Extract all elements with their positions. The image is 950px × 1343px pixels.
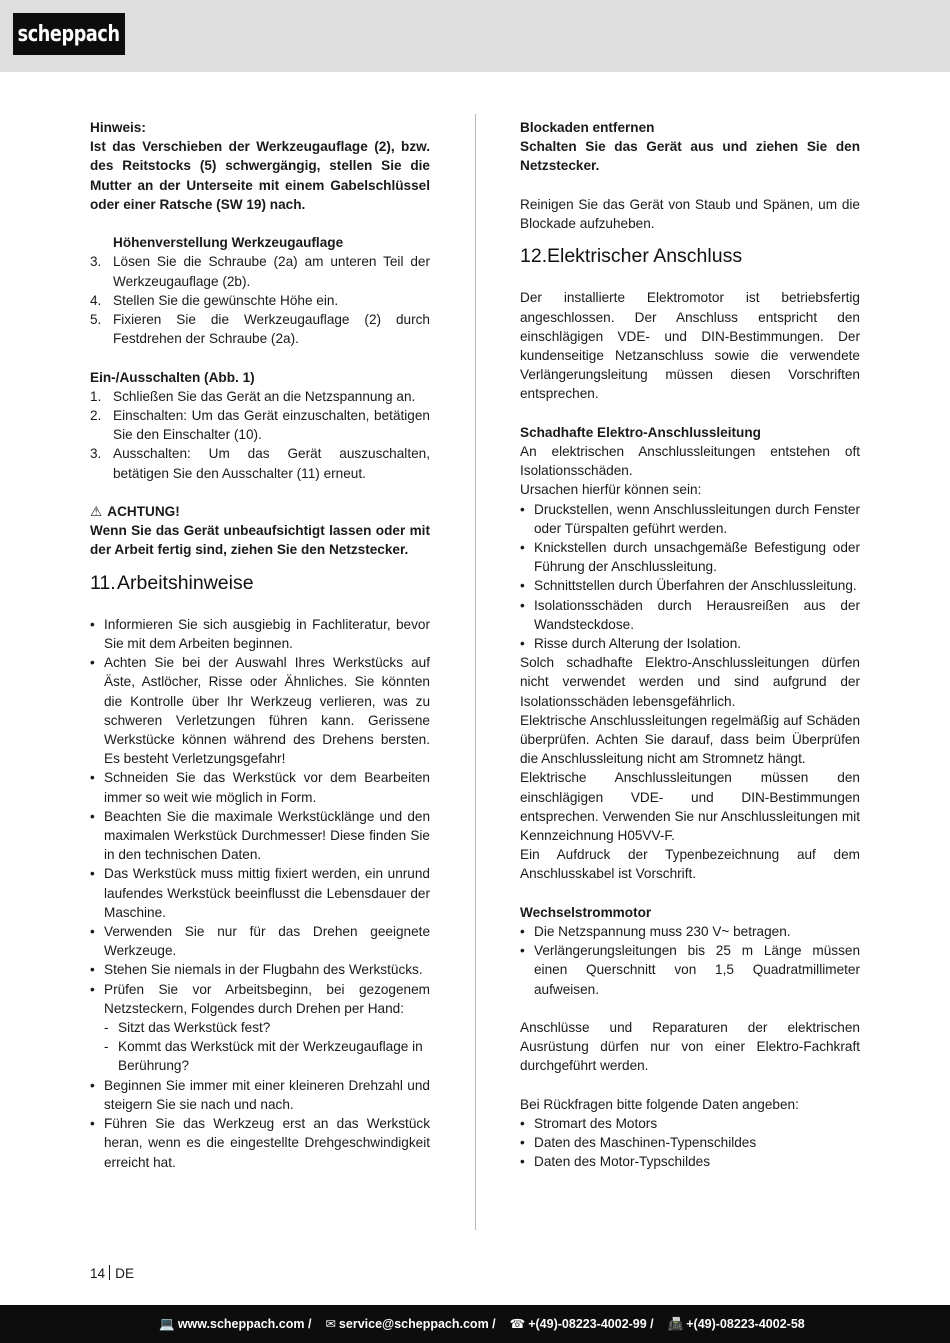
- list-item: • Schnittstellen durch Überfahren der Anschlussleitung.: [520, 578, 857, 594]
- page-number: 14 DE: [90, 1266, 135, 1281]
- sub-list-item: - Kommt das Werkstück mit der Werkzeugauflage in Berührung?: [104, 1039, 423, 1074]
- list-item: • Stehen Sie niemals in der Flugbahn des Werkstücks.: [90, 962, 423, 978]
- list-item: • Führen Sie das Werkzeug erst an das Werkstück heran, wenn es die eingestellte Drehgeschwindigkeit erreicht hat.: [90, 1116, 430, 1170]
- header-bar: [0, 0, 950, 72]
- list-item: • Achten Sie bei der Auswahl Ihres Werkstücks auf Äste, Astlöcher, Risse oder Ähnliches. Sie könnten die Kontrolle über Ihr Werkzeug verlieren, was zu schweren Verletzungen führen kann. Gerissene Werkstücke können während des Drehens bersten. Es besteht Verletzungsgefahr!: [90, 655, 430, 767]
- warning-heading: ⚠ ACHTUNG!: [90, 502, 430, 521]
- phone-link[interactable]: ☎ +(49)-08223-4002-99 /: [509, 1317, 654, 1331]
- list-item: 5. Fixieren Sie die Werkzeugauflage (2) durch Festdrehen der Schraube (2a).: [90, 312, 430, 347]
- list-item: • Verwenden Sie nur für das Drehen geeignete Werkzeuge.: [90, 924, 430, 959]
- list-item: • Prüfen Sie vor Arbeitsbeginn, bei gezogenem Netzsteckern, Folgendes durch Drehen per Hand:: [90, 981, 430, 1016]
- phone-icon: ☎: [509, 1317, 526, 1331]
- blockade-instruction: Schalten Sie das Gerät aus und ziehen Sie den Netzstecker.: [520, 139, 860, 174]
- warning-icon: ⚠: [90, 504, 103, 520]
- list-item: • Druckstellen, wenn Anschlussleitungen durch Fenster oder Türspalten geführt werden.: [520, 501, 860, 536]
- brand-logo[interactable]: scheppach: [13, 13, 125, 55]
- list-item: • Schneiden Sie das Werkstück vor dem Bearbeiten immer so weit wie möglich in Form.: [90, 770, 430, 805]
- computer-icon: 💻: [159, 1317, 175, 1331]
- section-11-heading: 11.Arbeitshinweise: [90, 571, 254, 594]
- list-item: 3. Ausschalten: Um das Gerät auszuschalten, betätigen Sie den Ausschalter (11) erneut.: [90, 446, 430, 481]
- list-item: 4. Stellen Sie die gewünschte Höhe ein.: [90, 292, 339, 308]
- blockade-title: Blockaden entfernen: [520, 120, 655, 135]
- list-item: • Daten des Maschinen-Typenschildes: [520, 1135, 757, 1151]
- note-text: Ist das Verschieben der Werkzeugauflage (2), bzw. des Reitstocks (5) schwergängig, stellen Sie die Mutter an der Unterseite mit einem Gabelschlüssel oder einer Ratsche (SW 19) nach.: [90, 139, 430, 212]
- list-item: • Das Werkstück muss mittig fixiert werden, ein unrund laufendes Werkstück beeinflusst die Lebensdauer der Maschine.: [90, 866, 430, 920]
- electrical-intro: Der installierte Elektromotor ist betriebsfertig angeschlossen. Der Anschluss entspricht den einschlägigen VDE- und DIN-Bestimmungen. Der kundenseitige Netzanschluss sowie die verwendete Verlängerungsleitung müssen diesen Vorschriften entsprechen.: [520, 290, 860, 402]
- list-item: • Informieren Sie sich ausgiebig in Fachliteratur, bevor Sie mit dem Arbeiten beginnen.: [90, 616, 430, 652]
- contact-bar: [0, 1305, 950, 1343]
- list-item: • Die Netzspannung muss 230 V~ betragen.: [520, 924, 791, 940]
- fax-info: 📠 +(49)-08223-4002-58: [667, 1317, 805, 1331]
- paragraph: Anschlüsse und Reparaturen der elektrischen Ausrüstung dürfen nur von einer Elektro-Fachkraft durchgeführt werden.: [520, 1020, 860, 1074]
- section-12-heading: 12.Elektrischer Anschluss: [520, 245, 743, 268]
- paragraph: Bei Rückfragen bitte folgende Daten angeben:: [520, 1096, 799, 1112]
- list-item: • Beginnen Sie immer mit einer kleineren Drehzahl und steigern Sie sie nach und nach.: [90, 1077, 430, 1112]
- fax-icon: 📠: [667, 1317, 684, 1331]
- paragraph: Solch schadhafte Elektro-Anschlussleitungen dürfen nicht verwendet werden und sind aufgrund der Isolationsschäden lebensgefährlich.: [520, 655, 860, 709]
- note-title: Hinweis:: [90, 120, 146, 135]
- list-item: • Beachten Sie die maximale Werkstücklänge und den maximalen Werkstück Durchmesser! Diese finden Sie in den technischen Daten.: [90, 808, 430, 863]
- list-item: 1. Schließen Sie das Gerät an die Netzspannung an.: [90, 388, 416, 404]
- blockade-text: Reinigen Sie das Gerät von Staub und Spänen, um die Blockade aufzuheben.: [520, 196, 860, 231]
- list-item: • Daten des Motor-Typschildes: [520, 1154, 711, 1170]
- switch-title: Ein-/Ausschalten (Abb. 1): [90, 369, 255, 385]
- height-adjust-title: Höhenverstellung Werkzeugauflage: [113, 235, 344, 251]
- list-item: 2. Einschalten: Um das Gerät einzuschalten, betätigen Sie den Einschalter (10).: [90, 408, 430, 443]
- website-link[interactable]: 💻 www.scheppach.com /: [159, 1317, 312, 1331]
- right-column: [520, 118, 860, 1172]
- list-item: • Isolationsschäden durch Herausreißen aus der Wandsteckdose.: [520, 597, 860, 632]
- left-column: [90, 118, 430, 1172]
- paragraph: Ursachen hierfür können sein:: [520, 482, 702, 498]
- paragraph: Ein Aufdruck der Typenbezeichnung auf dem Anschlusskabel ist Vorschrift.: [520, 847, 860, 882]
- paragraph: An elektrischen Anschlussleitungen entstehen oft Isolationsschäden.: [520, 444, 860, 479]
- email-link[interactable]: ✉ service@scheppach.com /: [325, 1317, 496, 1331]
- defect-title: Schadhafte Elektro-Anschlussleitung: [520, 424, 761, 440]
- paragraph: Elektrische Anschlussleitungen müssen den einschlägigen VDE- und DIN-Bestimmungen entsprechen. Verwenden Sie nur Anschlussleitungen mit Kennzeichnung H05VV-F.: [520, 770, 860, 844]
- mail-icon: ✉: [325, 1317, 336, 1331]
- list-item: • Knickstellen durch unsachgemäße Befestigung oder Führung der Anschlussleitung.: [520, 540, 860, 575]
- warning-text: Wenn Sie das Gerät unbeaufsichtigt lassen oder mit der Arbeit fertig sind, ziehen Sie den Netzstecker.: [90, 523, 430, 558]
- list-item: • Stromart des Motors: [520, 1116, 658, 1132]
- list-item: • Verlängerungsleitungen bis 25 m Länge müssen einen Querschnitt von 1,5 Quadratmillimeter aufweisen.: [520, 943, 860, 997]
- ac-motor-title: Wechselstrommotor: [520, 904, 652, 920]
- paragraph: Elektrische Anschlussleitungen regelmäßig auf Schäden überprüfen. Achten Sie darauf, dass beim Überprüfen die Anschlussleitung nicht am Stromnetz hängt.: [520, 712, 860, 767]
- list-item: 3. Lösen Sie die Schraube (2a) am unteren Teil der Werkzeugauflage (2b).: [90, 254, 430, 289]
- sub-list-item: - Sitzt das Werkstück fest?: [104, 1020, 271, 1036]
- column-divider: [475, 114, 476, 1230]
- list-item: • Risse durch Alterung der Isolation.: [520, 636, 742, 652]
